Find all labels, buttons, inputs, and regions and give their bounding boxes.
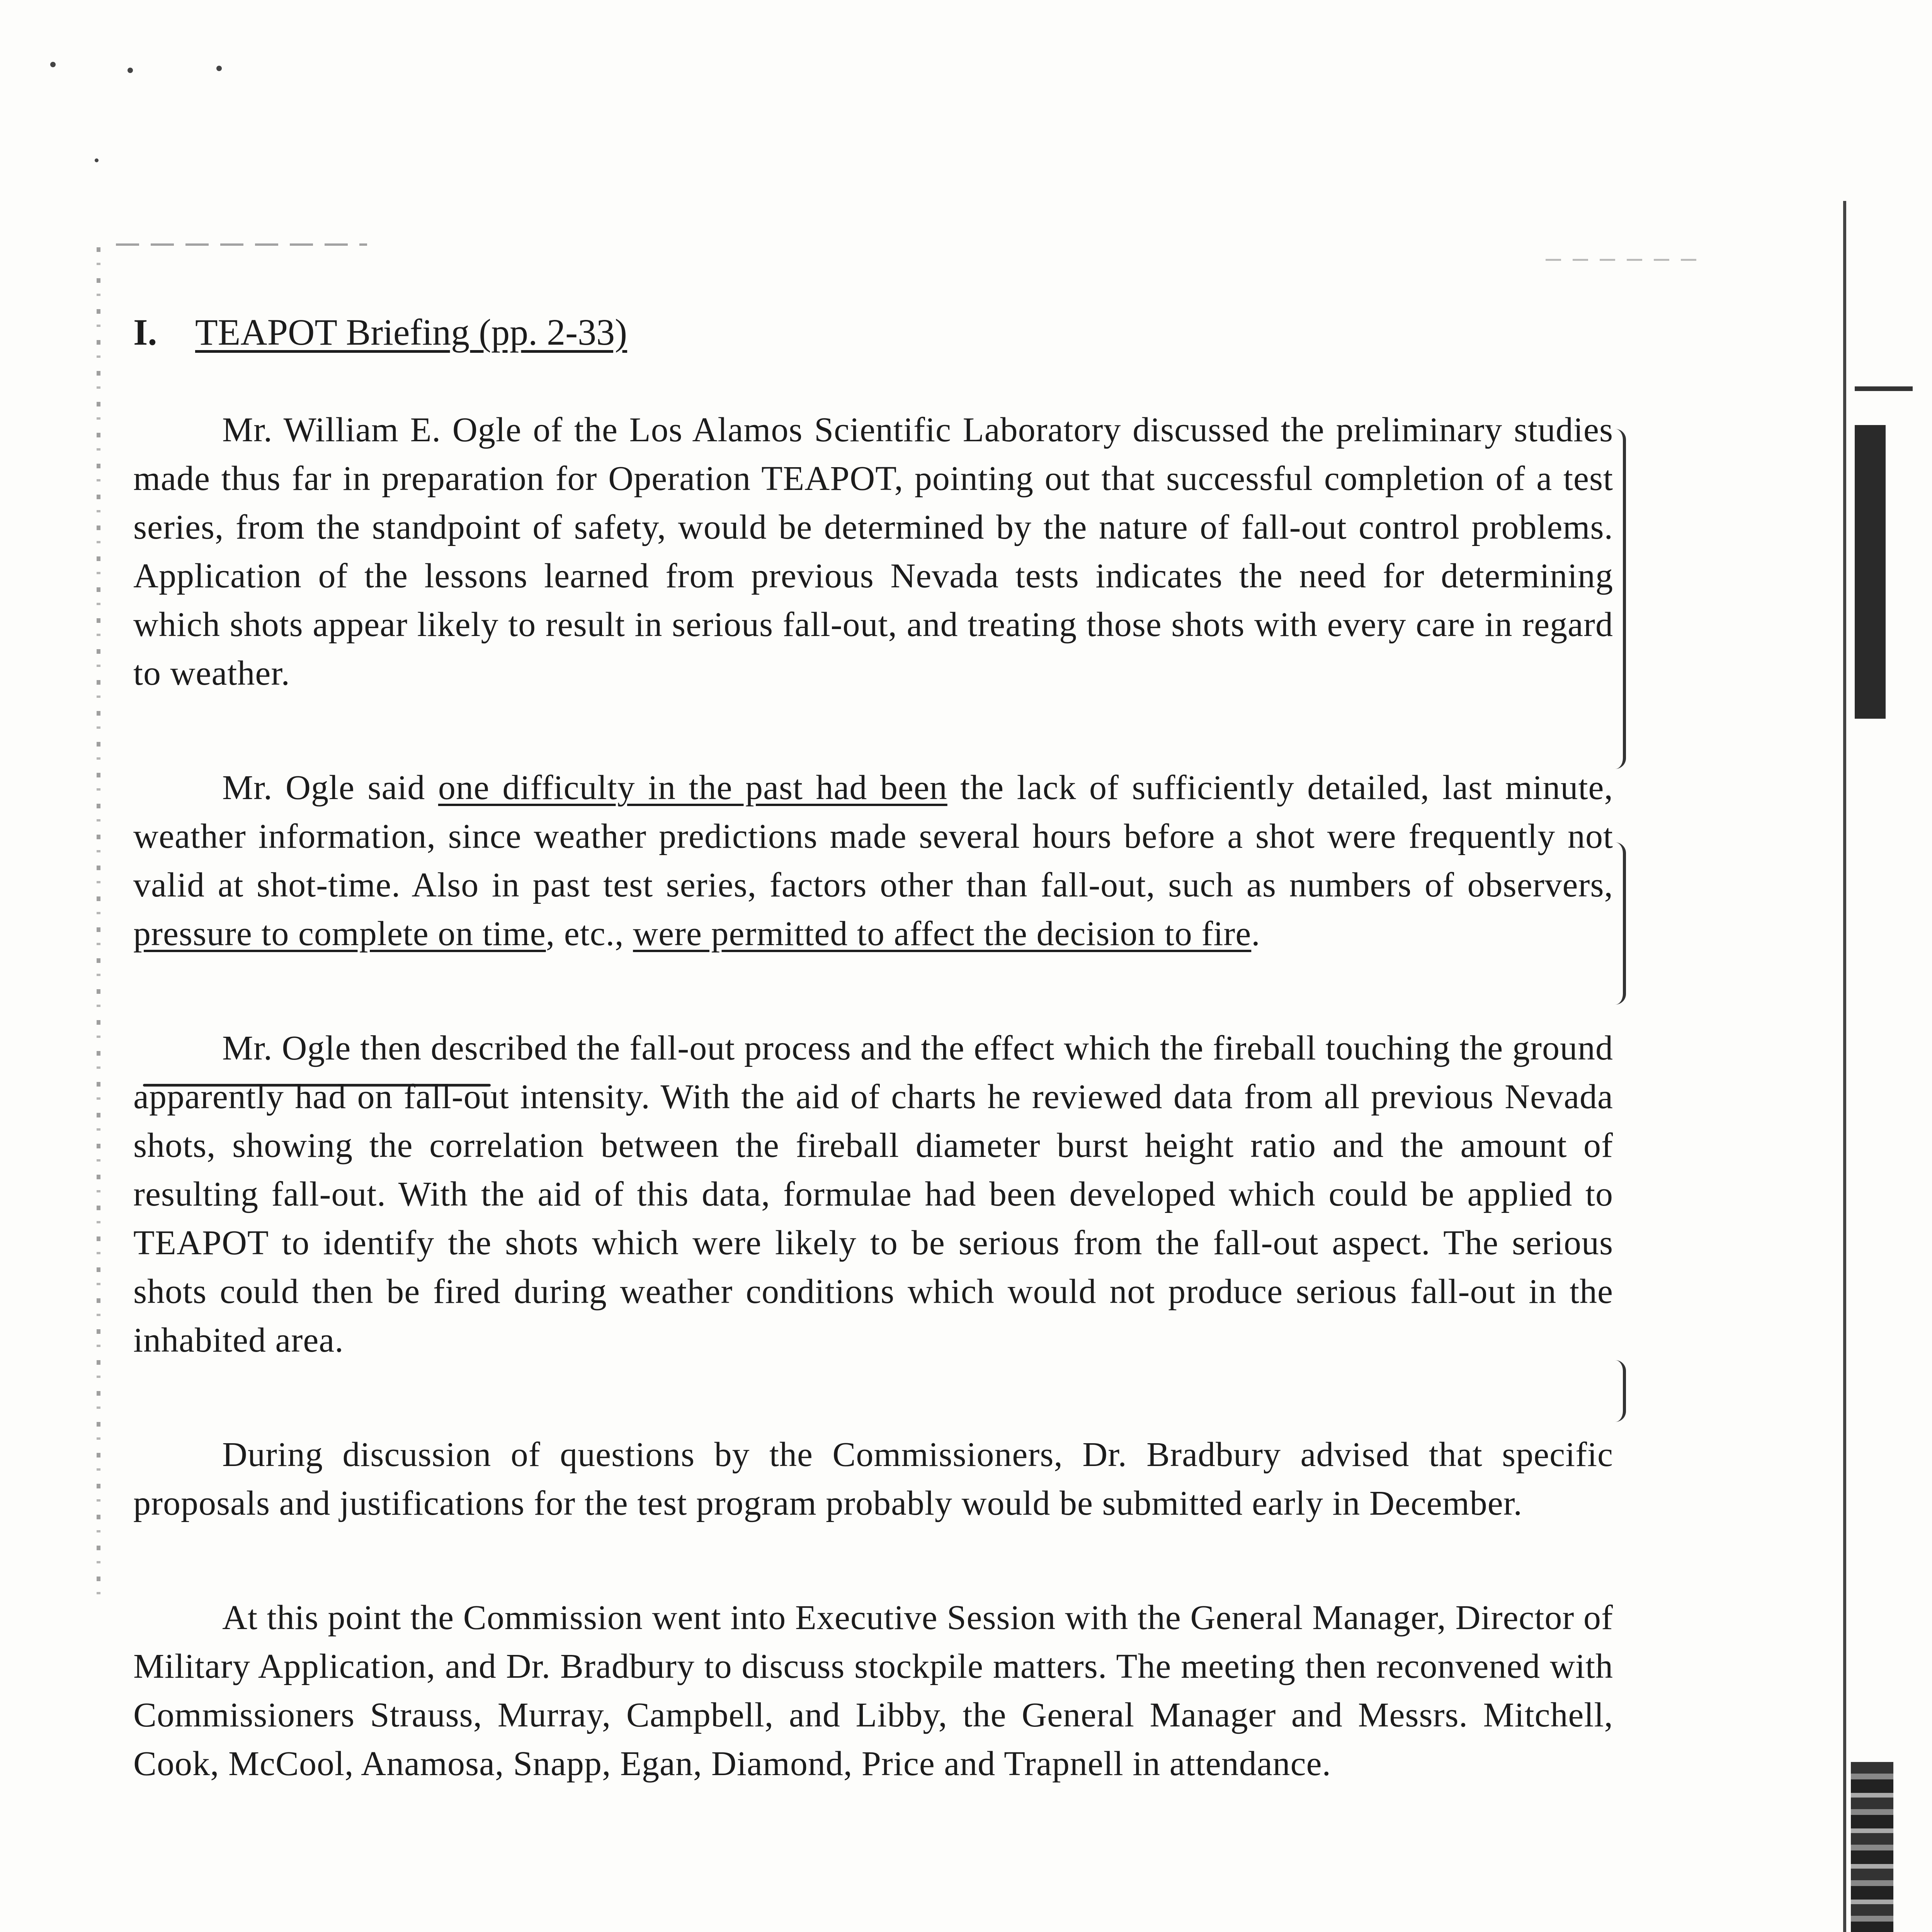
underlined-text: were permitted to affect the decision to fire	[633, 915, 1252, 953]
margin-bracket	[1615, 429, 1626, 769]
scan-right-tick	[1855, 386, 1913, 391]
paragraph: Mr. William E. Ogle of the Los Alamos Scientific Laboratory discussed the preliminary studies made thus far in preparation for Operation TEAPOT, pointing out that successful completion of a test series, from the standpoint of safety, would be determined by the nature of fall-out control problems. Application of the lessons learned from previous Nevada tests indicates the need for determining which shots appear likely to result in serious fall-out, and treating those shots with every care in regard to weather.	[133, 411, 1613, 692]
margin-bracket	[1615, 842, 1626, 1005]
scan-speck	[50, 62, 56, 67]
paragraph	[133, 764, 1613, 958]
scan-top-dash	[116, 243, 367, 246]
paragraph: At this point the Commission went into Executive Session with the General Manager, Director of Military Application, and Dr. Bradbury to discuss stockpile matters. The meeting then reconvened with Commissioners Strauss, Murray, Campbell, and Libby, the General Manager and Messrs. Mitchell, Cook, McCool, Anamosa, Snapp, Egan, Diamond, Price and Trapnell in attendance.	[133, 1599, 1613, 1783]
scan-speck	[128, 68, 133, 73]
scan-right-dark-block	[1851, 1762, 1893, 1932]
section-number: I.	[133, 311, 157, 353]
section-heading	[133, 309, 1613, 355]
text-run: .	[1251, 915, 1260, 953]
scan-top-dash	[1546, 259, 1700, 261]
scan-speck	[216, 66, 222, 71]
section-title: TEAPOT Briefing (pp. 2-33)	[195, 311, 628, 353]
scan-right-dark-block	[1855, 425, 1886, 719]
text-run: , etc.,	[546, 915, 633, 953]
underlined-text: pressure to complete on time	[133, 915, 546, 953]
paragraph: Mr. Ogle then described the fall-out process and the effect which the fireball touching the ground apparently had on fall-out intensity. With the aid of charts he reviewed data from all previous Nevada shots, showing the correlation between the fireball diameter burst height ratio and the amount of resulting fall-out. With the aid of this data, formulae had been developed which could be applied to TEAPOT to identify the shots which were likely to be serious from the fall-out aspect. The serious shots could then be fired during weather conditions which would not produce serious fall-out in the inhabited area.	[133, 1029, 1613, 1359]
paragraph: During discussion of questions by the Commissioners, Dr. Bradbury advised that specific proposals and justifications for the test program probably would be submitted early in December.	[133, 1435, 1613, 1522]
document-body	[133, 309, 1613, 1854]
scan-speck	[95, 158, 99, 162]
underlined-text: one difficulty in the past had been	[438, 769, 947, 807]
scan-left-edge-mark	[97, 247, 100, 1600]
margin-bracket	[1615, 1360, 1626, 1422]
scan-right-border	[1843, 201, 1846, 1932]
text-run: the lack of sufficiently detailed, last minute, weather information, since weather predictions made several hours before a shot were frequently not valid at shot-time. Also in past test series, factors other than fall-out, such as numbers of observers,	[133, 769, 1613, 904]
text-run: Mr. Ogle said	[222, 769, 438, 807]
